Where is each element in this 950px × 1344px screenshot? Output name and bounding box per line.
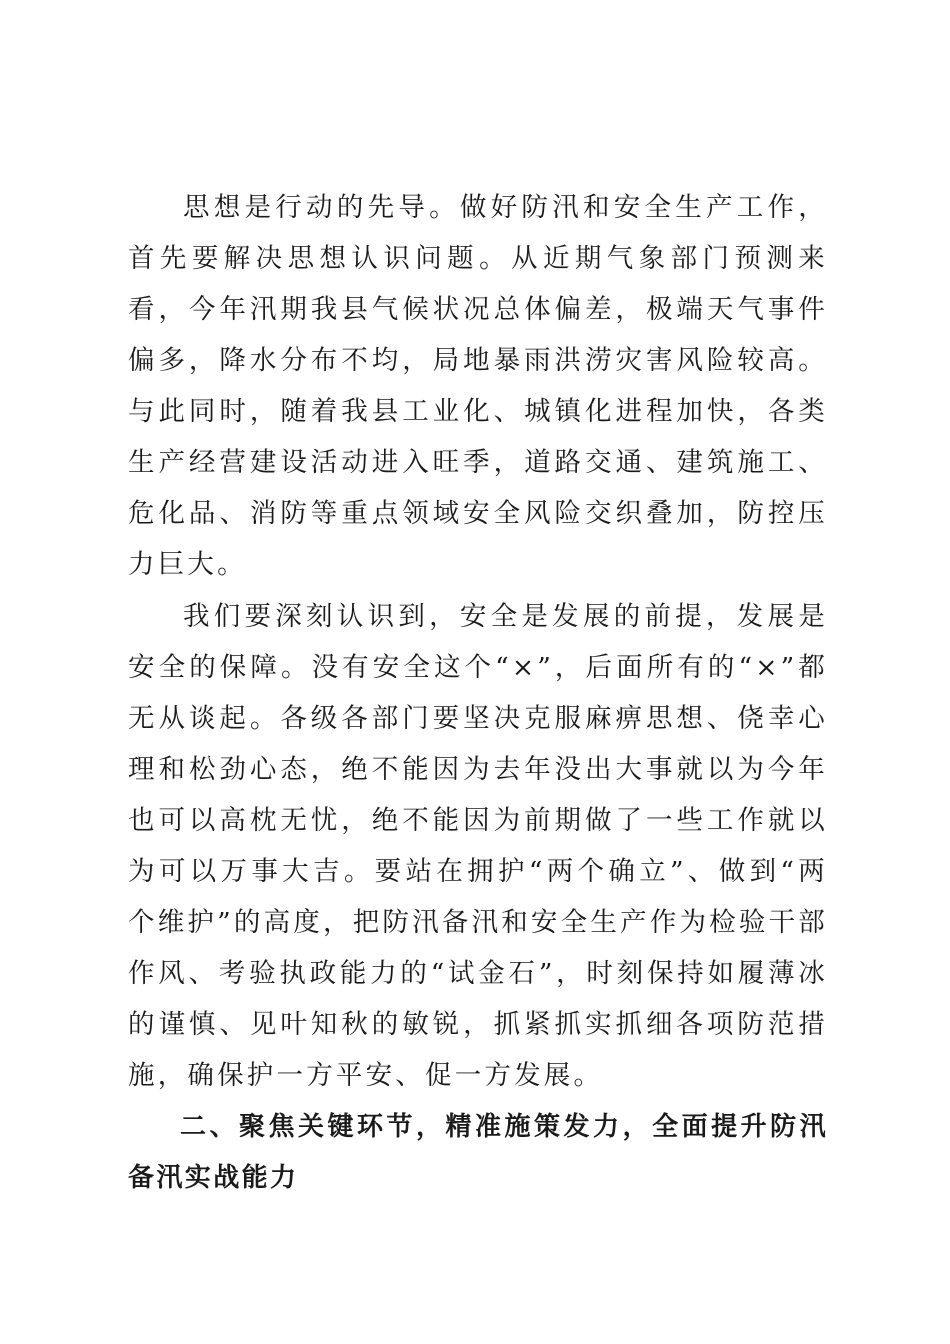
- paragraph-safety-and-development: 我们要深刻认识到，安全是发展的前提，发展是安全的保障。没有安全这个“×”，后面所有的“×”都无从谈起。各级各部门要坚决克服麻痹思想、侥幸心理和松劲心态，绝不能因为去年没出大事就以为今年也可以高枕无忧，绝不能因为前期做了一些工作就以为可以万事大吉。要站在拥护“两个确立”、做到“两个维护”的高度，把防汛备汛和安全生产作为检验干部作风、考验执政能力的“试金石”，时刻保持如履薄冰的谨慎、见叶知秋的敏锐，抓紧抓实抓细各项防范措施，确保护一方平安、促一方发展。: [128, 601, 828, 1091]
- section-heading: 二、聚焦关键环节，精准施策发力，全面提升防汛备汛实战能力: [128, 1112, 828, 1193]
- paragraph-ideological-awareness: 思想是行动的先导。做好防汛和安全生产工作，首先要解决思想认识问题。从近期气象部门预测来看，今年汛期我县气候状况总体偏差，极端天气事件偏多，降水分布不均，局地暴雨洪涝灾害风险较高。与此同时，随着我县工业化、城镇化进程加快，各类生产经营建设活动进入旺季，道路交通、建筑施工、危化品、消防等重点领域安全风险交织叠加，防控压力巨大。: [128, 192, 828, 580]
- document-body: [128, 182, 828, 1204]
